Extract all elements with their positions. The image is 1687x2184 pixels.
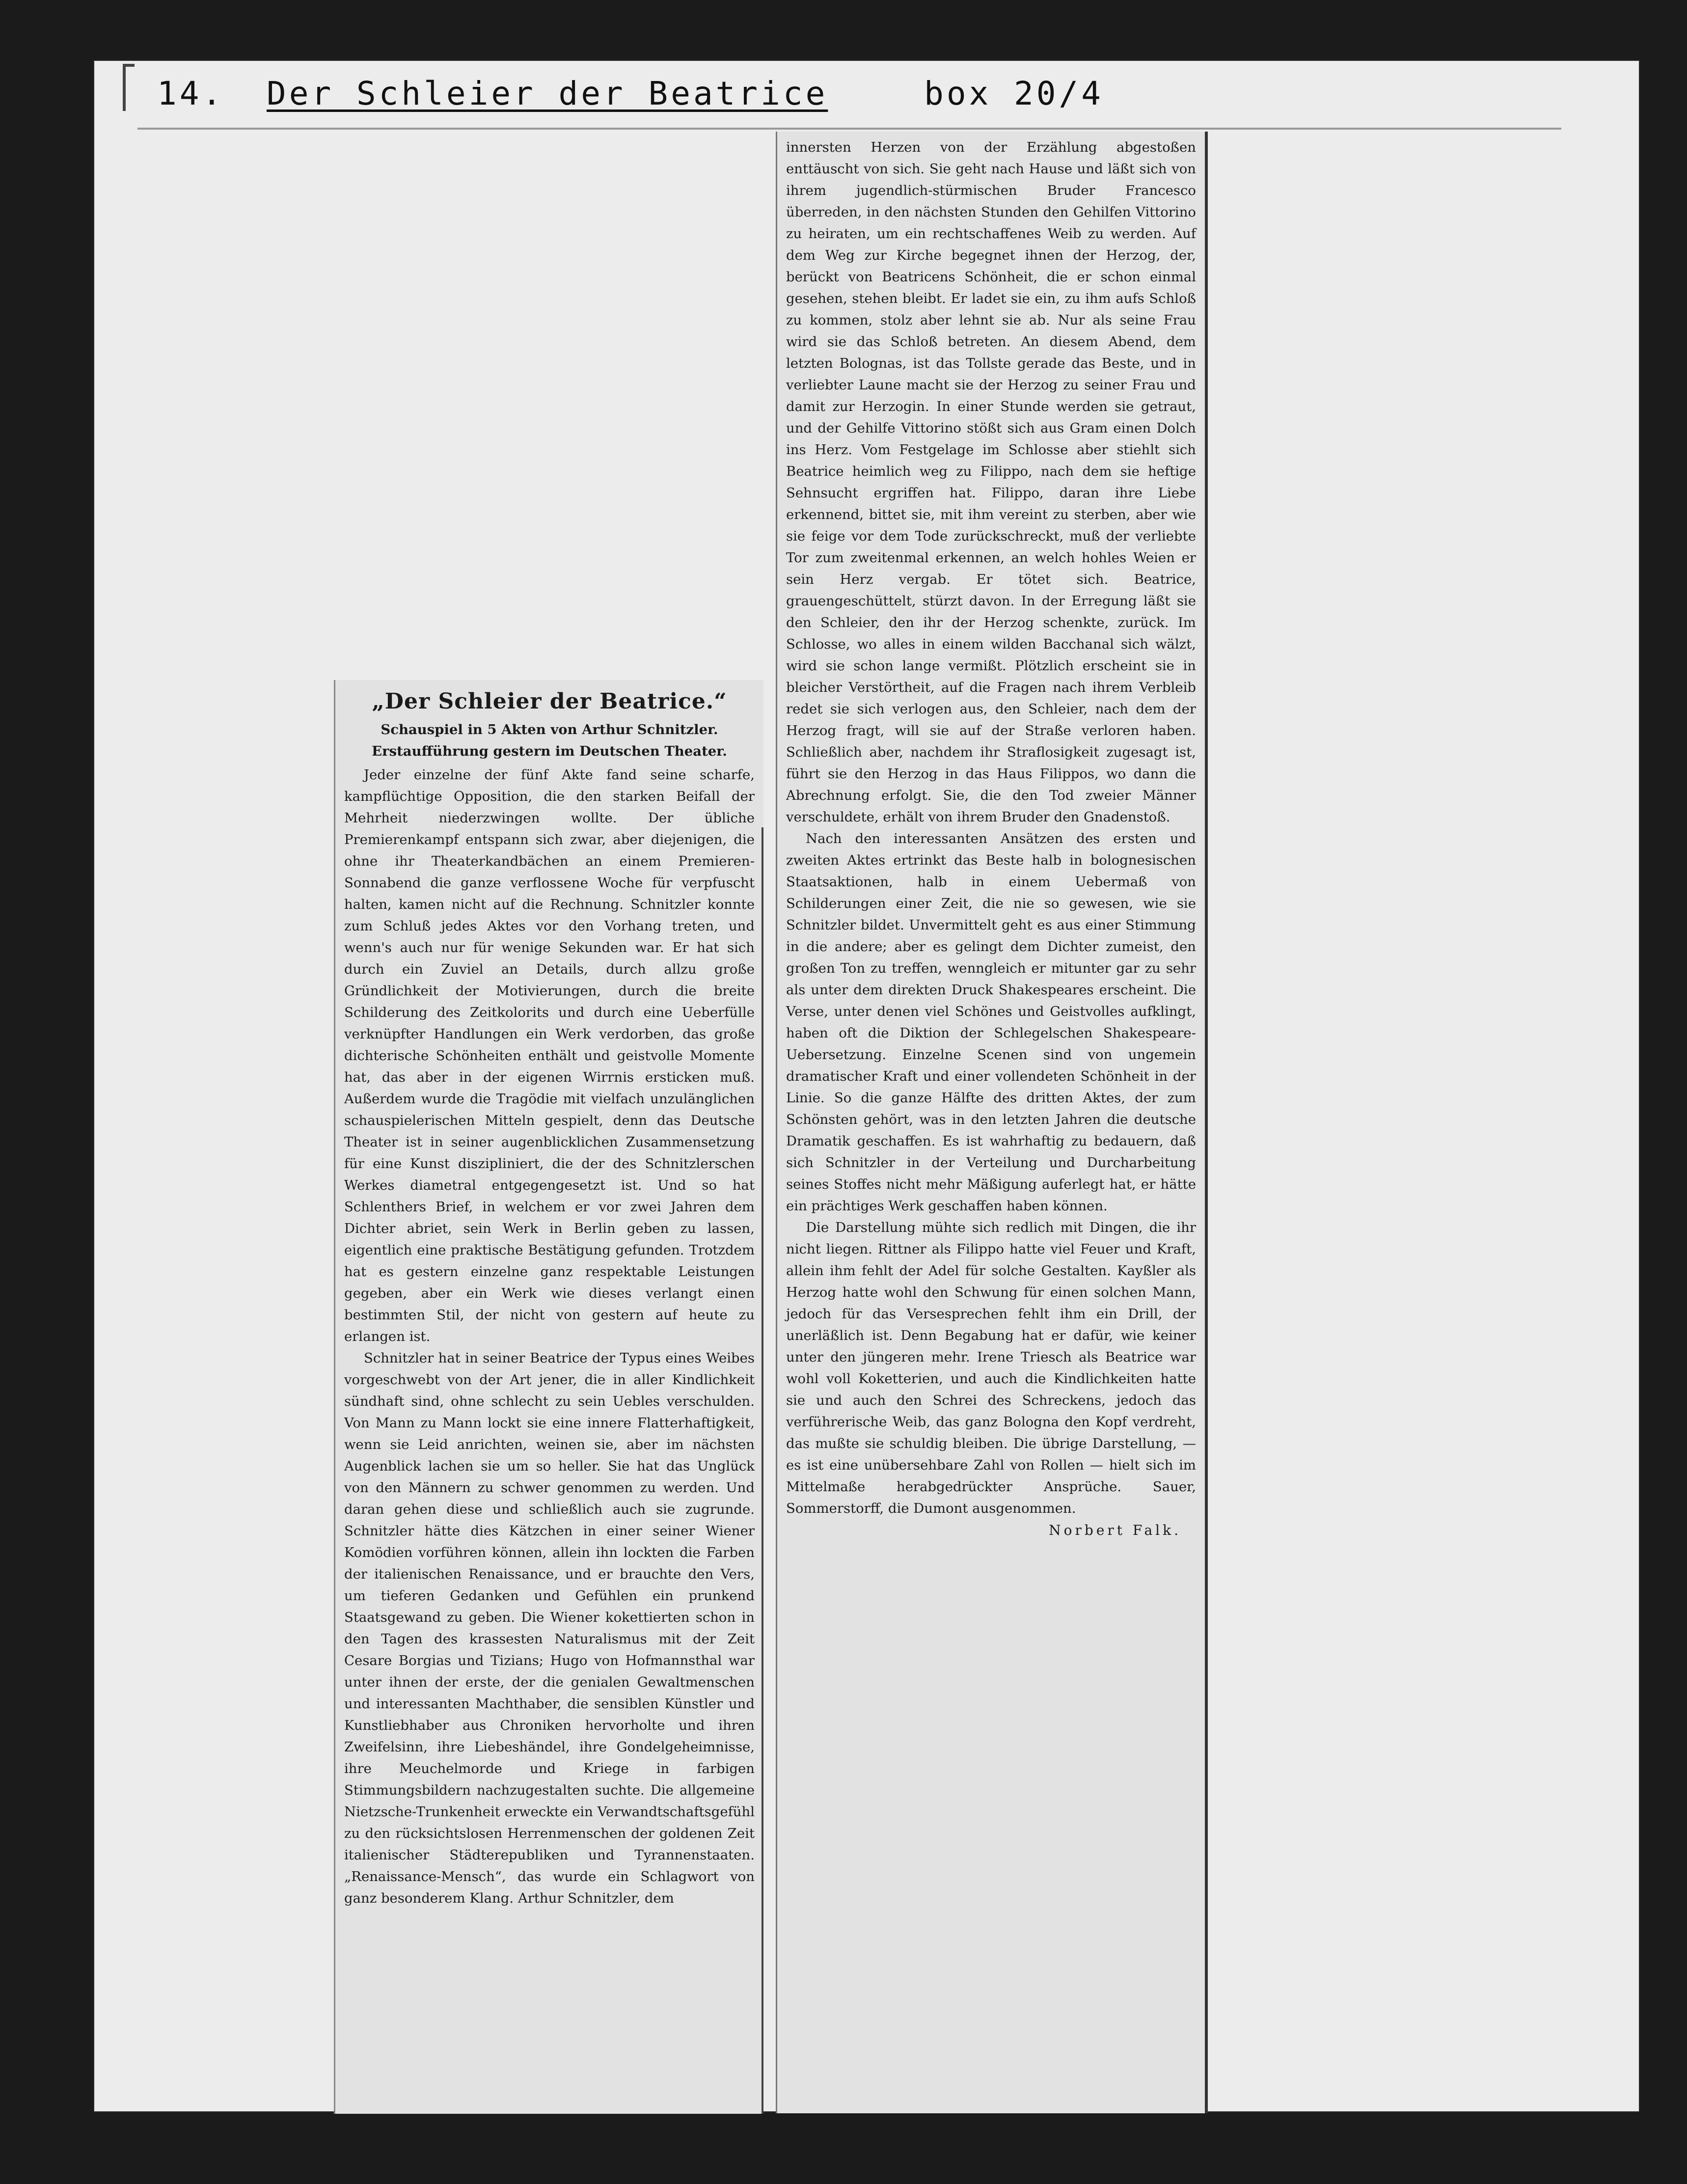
article-subtitle: Schauspiel in 5 Akten von Arthur Schnitzler. Erstaufführung gestern im Deutschen Theater. xyxy=(372,722,727,759)
article-paragraph: innersten Herzen von der Erzählung abgestoßen enttäuscht von sich. Sie geht nach Hause und läßt sich von ihrem jugendlich-stürmischen Bruder Francesco überreden, in den nächsten Stunden den Gehilfen Vittorino zu heiraten, um ein rechtschaffenes Weib zu werden. Auf dem Weg zur Kirche begegnet ihnen der Herzog, der, berückt von Beatricens Schönheit, die er schon einmal gesehen, stehen bleibt. Er ladet sie ein, zu ihm aufs Schloß zu kommen, stolz aber lehnt sie ab. Nur als seine Frau wird sie das Schloß betreten. An diesem Abend, dem letzten Bolognas, ist das Tollste gerade das Beste, und in verliebter Laune macht sie der Herzog zu seiner Frau und damit zur Herzogin. In einer Stunde werden sie getraut, und der Gehilfe Vittorino stößt sich aus Gram einen Dolch ins Herz. Vom Festgelage im Schlosse aber stiehlt sich Beatrice heimlich weg zu Filippo, nach dem sie heftige Sehnsucht ergriffen hat. Filippo, daran ihre Liebe erkennend, bittet sie, mit ihm vereint zu sterben, aber wie sie feige vor dem Tode zurückschreckt, muß der verliebte Tor zum zweitenmal erkennen, an welch hohles Weien er sein Herz vergab. Er tötet sich. Beatrice, grauengeschüttelt, stürzt davon. In der Erregung läßt sie den Schleier, den ihr der Herzog schenkte, zurück. Im Schlosse, wo alles in einem wilden Bacchanal sich wälzt, wird sie schon lange vermißt. Plötzlich erscheint sie in bleicher Verstörtheit, auf die Fragen nach ihrem Verbleib redet sie sich verlogen aus, den Schleier, nach dem der Herzog fragt, will sie auf der Straße verloren haben. Schließlich aber, nachdem ihr Straflosigkeit zugesagt ist, führt sie den Herzog in das Haus Filippos, wo dann die Abrechnung erfolgt. Sie, die den Tod zweier Männer verschuldete, erhält von ihrem Bruder den Gnadenstoß. xyxy=(786,139,1196,825)
article-signature: Norbert Falk. xyxy=(1049,1522,1181,1538)
folder-number: 14. xyxy=(157,75,225,112)
article-paragraph: Schnitzler hat in seiner Beatrice der Typus eines Weibes vorgeschwebt von der Art jener, die in aller Kindlichkeit sündhaft sind, ohne schlecht zu sein Uebles verschulden. Von Mann zu Mann lockt sie eine innere Flatterhaftigkeit, wenn sie Leid anrichten, weinen sie, aber im nächsten Augenblick lachen sie um so heller. Sie hat das Unglück von den Männern zu schwer genommen zu werden. Und daran gehen diese und schließlich auch sie zugrunde. Schnitzler hätte dies Kätzchen in einer seiner Wiener Komödien vorführen können, allein ihn lockten die Farben der italienischen Renaissance, und er brauchte den Vers, um tieferen Gedanken und Gefühlen ein prunkend Staatsgewand zu geben. Die Wiener kokettierten schon in den Tagen des krassesten Naturalismus mit der Zeit Cesare Borgias und Tizians; Hugo von Hofmannsthal war unter ihnen der erste, der die genialen Gewaltmenschen und interessanten Machthaber, die sensiblen Künstler und Kunstliebhaber aus Chroniken hervorholte und ihren Zweifelsinn, ihre Liebeshändel, ihre Gondelgeheimnisse, ihre Meuchelmorde und Kriege in farbigen Stimmungsbildern nachzugestalten suchte. Die allgemeine Nietzsche-Trunkenheit erweckte ein Verwandtschaftsgefühl zu den rücksichtslosen Herrenmenschen der goldenen Zeit italienischer Städterepubliken und Tyrannenstaaten. „Renaissance-Mensch“, das wurde ein Schlagwort von ganz besonderem Klang. Arthur Schnitzler, dem xyxy=(344,1350,755,1906)
clipping-left-column xyxy=(334,680,763,2114)
header-divider xyxy=(137,128,1561,130)
clipping-right-column xyxy=(776,132,1208,2113)
folder-title: Der Schleier der Beatrice xyxy=(266,75,828,112)
article-paragraph: Jeder einzelne der fünf Akte fand seine scharfe, kampflüchtige Opposition, die den starken Beifall der Mehrheit niederzwingen wollte. Der übliche Premierenkampf entspann sich zwar, aber diejenigen, die ohne ihr Theaterkandbächen an einem Premieren-Sonnabend die ganze verflossene Woche für verpfuscht halten, kamen nicht auf die Rechnung. Schnitzler konnte zum Schluß jedes Aktes vor den Vorhang treten, und wenn's auch nur für wenige Sekunden war. Er hat sich durch ein Zuviel an Details, durch allzu große Gründlichkeit der Motivierungen, durch die breite Schilderung des Zeitkolorits und durch eine Ueberfülle verknüpfter Handlungen ein Werk verdorben, das große dichterische Schönheiten enthält und geistvolle Momente hat, das aber in der eigenen Wirrnis ersticken muß. Außerdem wurde die Tragödie mit vielfach unzulänglichen schauspielerischen Mitteln gespielt, denn das Deutsche Theater ist in seiner augenblicklichen Zusammensetzung für eine Kunst diszipliniert, die der des Schnitzlerschen Werkes diametral entgegengesetzt ist. Und so hat Schlenthers Brief, in welchem er vor zwei Jahren dem Dichter abriet, sein Werk in Berlin geben zu lassen, eigentlich eine praktische Bestätigung gefunden. Trotzdem hat es gestern einzelne ganz respektable Leistungen gegeben, aber ein Werk wie dieses verlangt einen bestimmten Stil, der nicht von gestern auf heute zu erlangen ist. xyxy=(344,767,755,1344)
corner-bracket xyxy=(123,64,135,111)
article-paragraph: Die Darstellung mühte sich redlich mit Dingen, die ihr nicht liegen. Rittner als Filippo hatte viel Feuer und Kraft, allein ihm fehlt der Adel für solche Gestalten. Kayßler als Herzog hatte wohl den Schwung für einen solchen Mann, jedoch für das Versesprechen fehlt ihm ein Drill, der unerläßlich ist. Denn Begabung hat er dafür, wie keiner unter den jüngeren mehr. Irene Triesch als Beatrice war wohl voll Koketterien, und auch die Kindlichkeiten hatte sie und auch den Schrei des Schreckens, jedoch das verführerische Weib, das ganz Bologna den Kopf verdreht, das mußte sie schuldig bleiben. Die übrige Darstellung, — es ist eine unübersehbare Zahl von Rollen — hielt sich im Mittelmaße herabgedrückter Ansprüche. Sauer, Sommerstorff, die Dumont ausgenommen. xyxy=(786,1220,1196,1516)
article-paragraph: Nach den interessanten Ansätzen des ersten und zweiten Aktes ertrinkt das Beste halb in bolognesischen Staatsaktionen, halb in einem Uebermaß von Schilderungen einer Zeit, die nie so gewesen, wie sie Schnitzler bildet. Unvermittelt geht es aus einer Stimmung in die andere; aber es gelingt dem Dichter zumeist, den großen Ton zu treffen, wenngleich er mitunter gar zu sehr als unter dem direkten Druck Shakespeares erscheint. Die Verse, unter denen viel Schönes und Geistvolles aufklingt, haben oft die Diktion der Schlegelschen Shakespeare-Uebersetzung. Einzelne Scenen sind von ungemein dramatischer Kraft und einer vollendeten Schönheit in der Linie. So die ganze Hälfte des dritten Aktes, der zum Schönsten gehört, was in den letzten Jahren die deutsche Dramatik geschaffen. Es ist wahrhaftig zu bedauern, daß sich Schnitzler in der Verteilung und Durcharbeitung seines Stoffes nicht mehr Mäßigung auferlegt hat, er hätte ein prächtiges Werk geschaffen haben können. xyxy=(786,831,1196,1214)
box-label: box 20/4 xyxy=(924,75,1104,112)
article-title: „Der Schleier der Beatrice.“ xyxy=(372,689,727,714)
archive-header xyxy=(157,75,1104,112)
